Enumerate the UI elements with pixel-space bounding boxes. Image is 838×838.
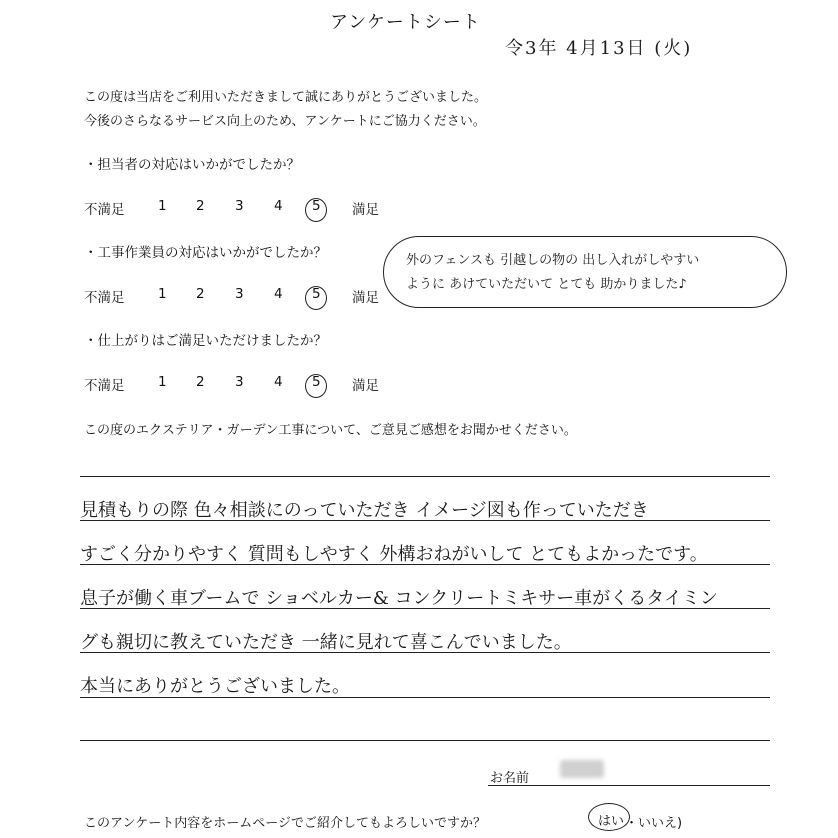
intro-line-2: 今後のさらなるサービス向上のため、アンケートにご協力ください。 bbox=[84, 114, 486, 129]
scale-number-1: 1 bbox=[158, 286, 167, 302]
feedback-line-5: 本当にありがとうございました。 bbox=[80, 676, 350, 697]
scale-number-4: 4 bbox=[274, 286, 283, 302]
bubble-comment-line-1: 外のフェンスも 引越しの物の 出し入れがしやすい bbox=[406, 253, 700, 268]
feedback-prompt: この度のエクステリア・ガーデン工事について、ご意見ご感想をお聞かせください。 bbox=[84, 423, 577, 438]
scale-low-label: 不満足 bbox=[84, 202, 125, 218]
comment-bubble bbox=[383, 236, 787, 308]
scale-low-label: 不満足 bbox=[84, 290, 125, 306]
scale-number-3: 3 bbox=[235, 286, 244, 302]
scale-number-2: 2 bbox=[196, 198, 205, 214]
publish-option-yes: はい bbox=[598, 814, 625, 829]
feedback-line-3: 息子が働く車ブームで ショベルカー& コンクリートミキサー車がくるタイミン bbox=[80, 588, 718, 609]
name-underline bbox=[488, 785, 770, 786]
rating-scale-3: 不満足 1 2 3 4 5 満足 bbox=[84, 374, 404, 396]
question-3: ・仕上がりはご満足いただけましたか？ bbox=[84, 333, 327, 349]
feedback-line-1: 見積もりの際 色々相談にのっていただき イメージ図も作っていただき bbox=[80, 500, 649, 521]
scale-number-4: 4 bbox=[274, 374, 283, 390]
feedback-line-4: グも親切に教えていただき 一緒に見れて喜こんでいました。 bbox=[80, 632, 572, 653]
scale-number-1: 1 bbox=[158, 198, 167, 214]
name-redacted bbox=[560, 760, 604, 778]
question-2: ・工事作業員の対応はいかがでしたか？ bbox=[84, 245, 327, 261]
intro-line-1: この度は当店をご利用いただきまして誠にありがとうございました。 bbox=[84, 90, 488, 105]
rating-scale-2: 不満足 1 2 3 4 5 満足 bbox=[84, 286, 404, 308]
feedback-line-2: すごく分かりやすく 質問もしやすく 外構おねがいして とてもよかったです。 bbox=[80, 544, 708, 565]
name-label: お名前 bbox=[490, 771, 530, 786]
ruled-line bbox=[80, 476, 770, 477]
scale-high-label: 満足 bbox=[352, 290, 379, 306]
sheet-title: アンケートシート bbox=[330, 12, 481, 33]
publish-question: このアンケート内容をホームページでご紹介してもよろしいですか？ bbox=[84, 816, 486, 831]
rating-scale-1: 不満足 1 2 3 4 5 満足 bbox=[84, 198, 404, 220]
publish-option-no: ・いいえ) bbox=[625, 816, 683, 831]
bubble-comment-line-2: ように あけていただいて とても 助かりました♪ bbox=[406, 277, 687, 292]
scale-number-1: 1 bbox=[158, 374, 167, 390]
scale-low-label: 不満足 bbox=[84, 378, 125, 394]
scale-number-2: 2 bbox=[196, 374, 205, 390]
date: 令3年 4月13日 (火) bbox=[505, 38, 693, 59]
question-1: ・担当者の対応はいかがでしたか？ bbox=[84, 157, 300, 173]
scale-number-3: 3 bbox=[235, 198, 244, 214]
ruled-line bbox=[80, 740, 770, 741]
scale-high-label: 満足 bbox=[352, 378, 379, 394]
scale-number-3: 3 bbox=[235, 374, 244, 390]
scale-number-2: 2 bbox=[196, 286, 205, 302]
scale-number-4: 4 bbox=[274, 198, 283, 214]
scale-high-label: 満足 bbox=[352, 202, 379, 218]
